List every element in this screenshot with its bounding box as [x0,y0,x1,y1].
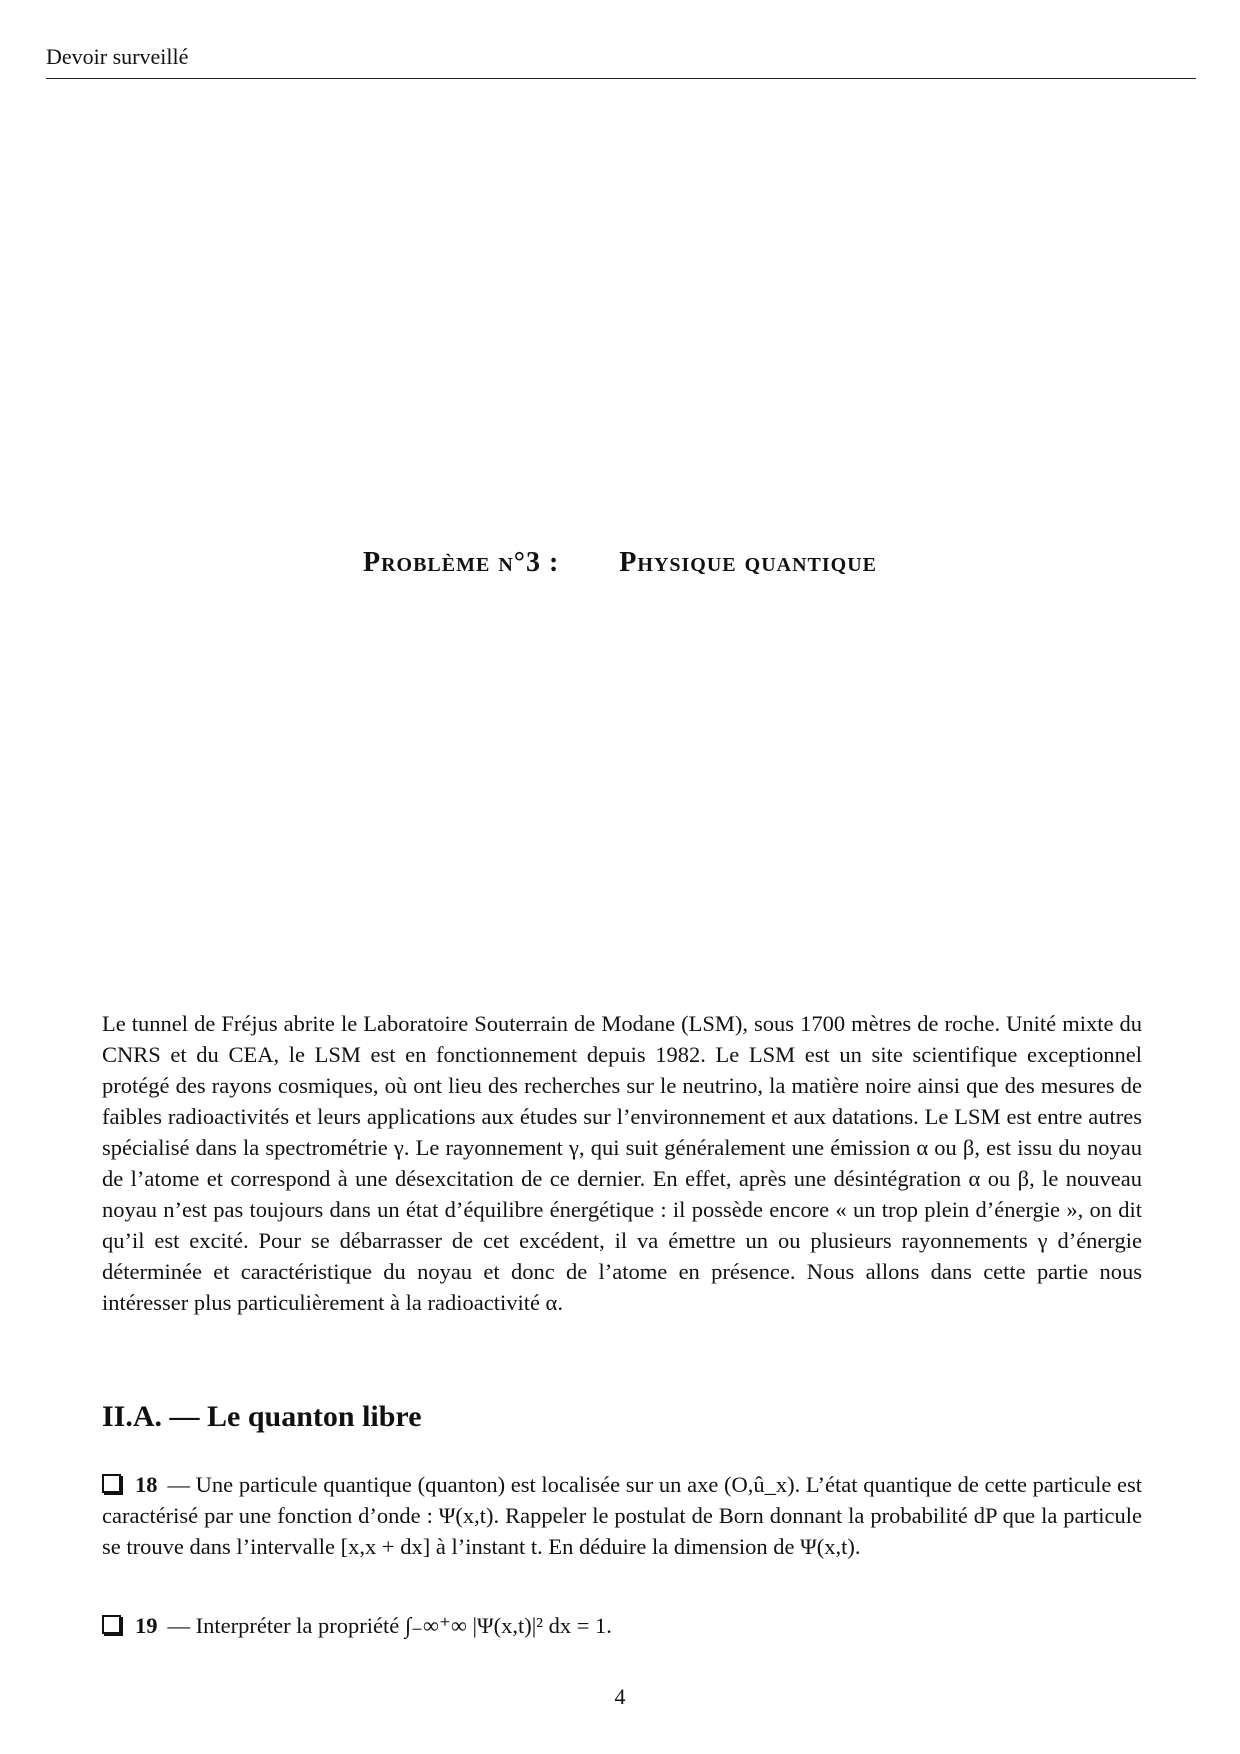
intro-paragraph: Le tunnel de Fréjus abrite le Laboratoire Souterrain de Modane (LSM), sous 1700 mètres de roche. Unité mixte du CNRS et du CEA, le LSM est en fonctionnement depuis 1982. Le LSM est un site scientifique exceptionnel protégé des rayons cosmiques, où ont lieu des recherches sur le neutrino, la matière noire ainsi que des mesures de faibles radioactivités et leurs applications aux études sur l’environnement et aux datations. Le LSM est entre autres spécialisé dans la spectrométrie γ. Le rayonnement γ, qui suit généralement une émission α ou β, est issu du noyau de l’atome et correspond à une désexcitation de ce dernier. En effet, après une désintégration α ou β, le nouveau noyau n’est pas toujours dans un état d’équilibre énergétique : il possède encore « un trop plein d’énergie », on dit qu’il est excité. Pour se débarrasser de cet excédent, il va émettre un ou plusieurs rayonnements γ d’énergie déterminée et caractéristique du noyau et donc de l’atome en présence. Nous allons dans cette partie nous intéresser plus particulièrement à la radioactivité α. [102,1011,1142,1315]
question-18 [102,1469,1142,1562]
question-text: — Une particule quantique (quanton) est localisée sur un axe (O,û_x). L’état quantique de cette particule est caractérisé par une fonction d’onde : Ψ(x,t). Rappeler le postulat de Born donnant la probabilité dP que la particule se trouve dans l’intervalle [x,x + dx] à l’instant t. En déduire la dimension de Ψ(x,t). [102,1472,1142,1559]
question-number: 18 [135,1472,158,1497]
section-title: II.A. — Le quanton libre [102,1400,422,1433]
checkbox-icon[interactable] [102,1615,121,1634]
question-number: 19 [135,1613,158,1638]
question-19 [102,1610,1142,1641]
problem-title [0,547,1240,579]
checkbox-icon[interactable] [102,1474,121,1493]
problem-label: Problème n°3 : [362,547,560,578]
question-text: — Interpréter la propriété ∫₋∞⁺∞ |Ψ(x,t)|² dx = 1. [167,1613,612,1638]
page-number: 4 [614,1684,626,1709]
problem-topic: Physique quantique [619,547,877,578]
page-header: Devoir surveillé [46,44,1196,79]
